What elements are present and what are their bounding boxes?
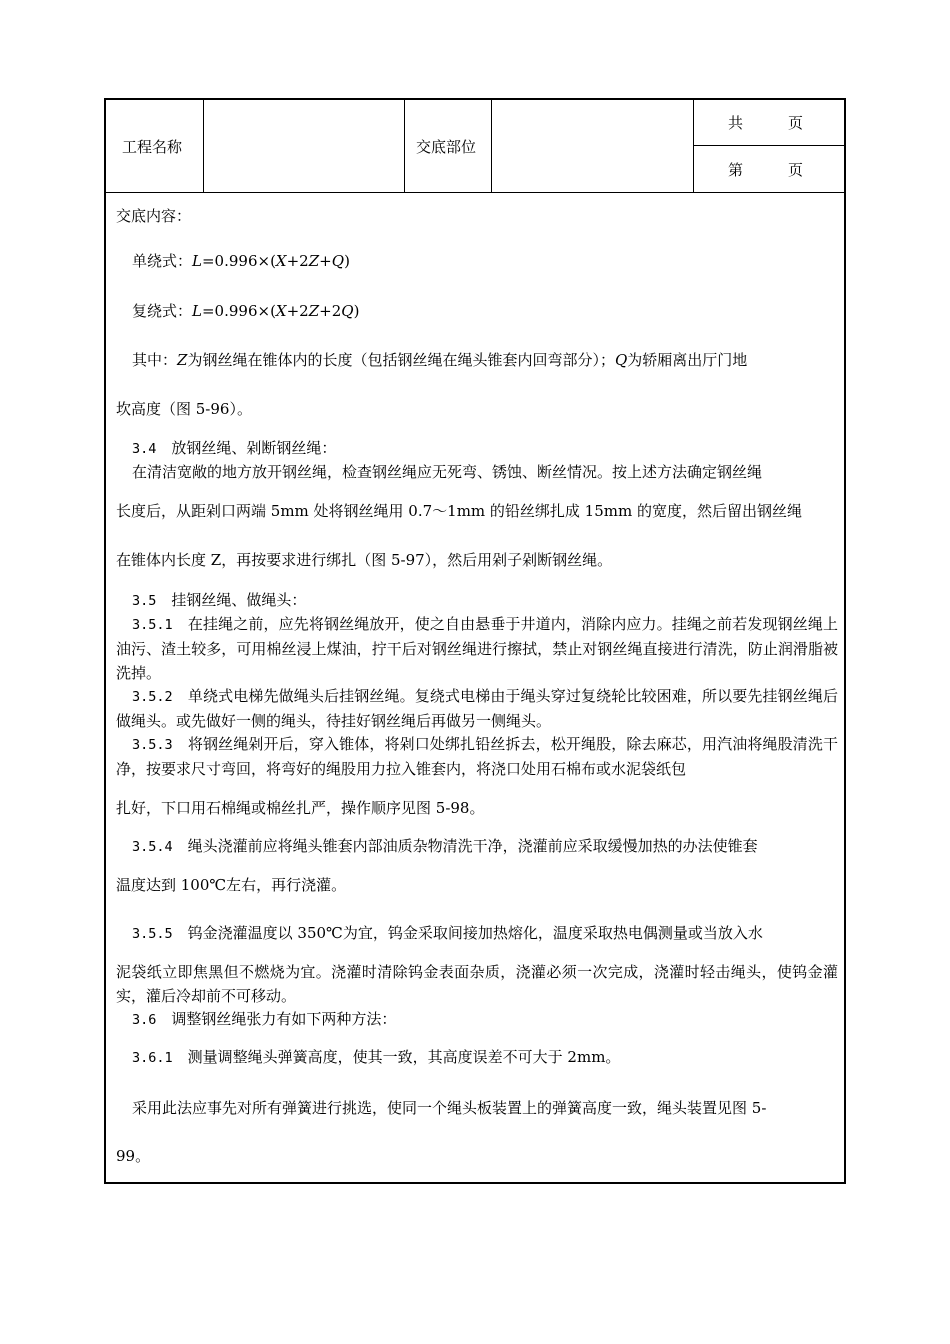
intro-line: 交底内容： (116, 207, 192, 225)
section-3-5-5: 3.5.5 钨金浇灌温度以 350℃为宜，钨金采取间接加热熔化，温度采取热电偶测量或当放入水 (132, 924, 763, 942)
formula-double: 复绕式：L=0.996×(X+2Z+2Q) (132, 302, 360, 320)
project-name-label: 工程名称 (122, 138, 183, 156)
section-3-5-heading: 3.5 挂钢丝绳、做绳头： (132, 591, 307, 609)
section-3-6-heading: 3.6 调整钢丝绳张力有如下两种方法： (132, 1010, 397, 1028)
disclosure-part-label: 交底部位 (416, 138, 477, 156)
section-3-4-heading: 3.4 放钢丝绳、剁断钢丝绳： (132, 439, 337, 457)
formula-note-cont: 坎高度（图 5-96）。 (116, 400, 252, 418)
section-3-6-1-cont: 99。 (116, 1147, 151, 1165)
divider (203, 100, 204, 193)
section-3-5-3-cont: 扎好，下口用石棉绳或棉丝扎严，操作顺序见图 5-98。 (116, 799, 485, 817)
formula-note: 其中：Z为钢丝绳在锥体内的长度（包括钢丝绳在绳头锥套内回弯部分）；Q为轿厢离出厅门地 (132, 351, 748, 369)
section-3-5-4-cont: 温度达到 100℃左右，再行浇灌。 (116, 876, 347, 894)
divider (693, 145, 844, 146)
divider (404, 100, 405, 193)
formula-single: 单绕式：L=0.996×(X+2Z+Q) (132, 252, 350, 270)
page-number: 第 页 (728, 161, 804, 179)
divider (491, 100, 492, 193)
section-3-4-text: 在清洁宽敞的地方放开钢丝绳，检查钢丝绳应无死弯、锈蚀、断丝情况。按上述方法确定钢丝绳 (132, 463, 763, 481)
section-3-5-4: 3.5.4 绳头浇灌前应将绳头锥套内部油质杂物清洗干净，浇灌前应采取缓慢加热的办法使锥套 (132, 837, 758, 855)
section-3-6-1: 3.6.1 测量调整绳头弹簧高度，使其一致，其高度误差不可大于 2mm。 (132, 1048, 621, 1066)
section-3-5-2: 3.5.2 单绕式电梯先做绳头后挂钢丝绳。复绕式电梯由于绳头穿过复绕轮比较困难，所以要先挂钢丝绳后做绳头。或先做好一侧的绳头，待挂好钢丝绳后再做另一侧绳头。 (116, 687, 838, 730)
section-3-5-5-cont: 泥袋纸立即焦黑但不燃烧为宜。浇灌时清除钨金表面杂质，浇灌必须一次完成，浇灌时轻击绳头，使钨金灌实，灌后冷却前不可移动。 (116, 963, 838, 1005)
section-3-6-1-text: 采用此法应事先对所有弹簧进行挑选，使同一个绳头板装置上的弹簧高度一致，绳头装置见图 5- (132, 1099, 767, 1117)
section-3-4-text: 在锥体内长度 Z，再按要求进行绑扎（图 5-97），然后用剁子剁断钢丝绳。 (116, 551, 613, 569)
total-pages: 共 页 (728, 114, 804, 132)
divider (693, 100, 694, 193)
section-3-4-text: 长度后，从距剁口两端 5mm 处将钢丝绳用 0.7～1mm 的铅丝绑扎成 15mm 的宽度，然后留出钢丝绳 (116, 502, 802, 520)
header-table (106, 100, 844, 193)
section-3-5-1: 3.5.1 在挂绳之前，应先将钢丝绳放开，使之自由悬垂于井道内，消除内应力。挂绳之前若发现钢丝绳上油污、渣土较多，可用棉丝浸上煤油，拧干后对钢丝绳进行擦拭，禁止对钢丝绳直接进行清洗，防止润滑脂被洗掉。 (116, 615, 838, 682)
section-3-5-3: 3.5.3 将钢丝绳剁开后，穿入锥体，将剁口处绑扎铅丝拆去，松开绳股，除去麻芯，用汽油将绳股清洗干净，按要求尺寸弯回，将弯好的绳股用力拉入锥套内，将浇口处用石棉布或水泥袋纸包 (116, 735, 838, 778)
disclosure-sheet (104, 98, 846, 1184)
